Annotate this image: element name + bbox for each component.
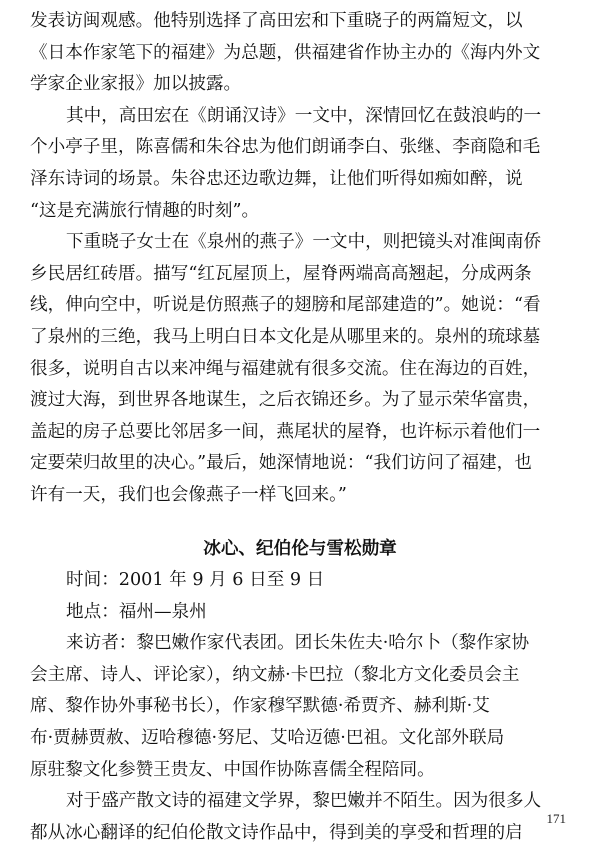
paragraph-3 [30, 227, 570, 511]
paragraph-1 [30, 6, 570, 101]
text-line: 个小亭子里，陈喜儒和朱谷忠为他们朗诵李白、张继、李商隐和毛 [30, 132, 570, 164]
text-line: 席、黎作协外事秘书长），作家穆罕默德·希贾齐、赫利斯·艾 [30, 691, 570, 723]
section-spacer [30, 512, 570, 534]
text-line: 原驻黎文化参赞王贵友、中国作协陈喜儒全程陪同。 [30, 755, 570, 787]
page-body [30, 6, 570, 849]
text-line: 渡过大海，到世界各地谋生，之后衣锦还乡。为了显示荣华富贵， [30, 385, 570, 417]
text-line: 泽东诗词的场景。朱谷忠还边歌边舞，让他们听得如痴如醉，说 [30, 164, 570, 196]
text-line: 了泉州的三绝，我马上明白日本文化是从哪里来的。泉州的琉球墓 [30, 322, 570, 354]
visit-time: 时间：2001 年 9 月 6 日至 9 日 [30, 565, 570, 597]
text-line: 很多，说明自古以来冲绳与福建就有很多交流。住在海边的百姓， [30, 354, 570, 386]
text-line: 布·贾赫贾赦、迈哈穆德·努尼、艾哈迈德·巴祖。文化部外联局 [30, 723, 570, 755]
visitors-paragraph [30, 628, 570, 786]
body-paragraph [30, 786, 570, 849]
text-line: 许有一天，我们也会像燕子一样飞回来。” [30, 480, 570, 512]
text-line: 其中，高田宏在《朗诵汉诗》一文中，深情回忆在鼓浪屿的一 [30, 101, 570, 133]
page-number: 171 [547, 811, 567, 827]
text-line: 发表访闽观感。他特别选择了高田宏和下重晓子的两篇短文，以 [30, 6, 570, 38]
paragraph-2 [30, 101, 570, 227]
text-line: 都从冰心翻译的纪伯伦散文诗作品中，得到美的享受和哲理的启 [30, 818, 570, 849]
text-line: 来访者：黎巴嫩作家代表团。团长朱佐夫·哈尔卜（黎作家协 [30, 628, 570, 660]
visit-place: 地点：福州—泉州 [30, 597, 570, 629]
text-line: 会主席、诗人、评论家），纳文赫·卡巴拉（黎北方文化委员会主 [30, 660, 570, 692]
text-line: 《日本作家笔下的福建》为总题，供福建省作协主办的《海内外文 [30, 38, 570, 70]
text-line: 下重晓子女士在《泉州的燕子》一文中，则把镜头对准闽南侨 [30, 227, 570, 259]
text-line: 盖起的房子总要比邻居多一间，燕尾状的屋脊，也许标示着他们一 [30, 417, 570, 449]
text-line: 线，伸向空中，听说是仿照燕子的翅膀和尾部建造的”。她说：“看 [30, 290, 570, 322]
text-line: 定要荣归故里的决心。”最后，她深情地说：“我们访问了福建，也 [30, 448, 570, 480]
text-line: 学家企业家报》加以披露。 [30, 69, 570, 101]
section-heading: 冰心、纪伯伦与雪松勋章 [30, 534, 570, 566]
section [30, 534, 570, 849]
text-line: “这是充满旅行情趣的时刻”。 [30, 196, 570, 228]
text-line: 对于盛产散文诗的福建文学界，黎巴嫩并不陌生。因为很多人 [30, 786, 570, 818]
text-line: 乡民居红砖厝。描写“红瓦屋顶上，屋脊两端高高翘起，分成两条 [30, 259, 570, 291]
